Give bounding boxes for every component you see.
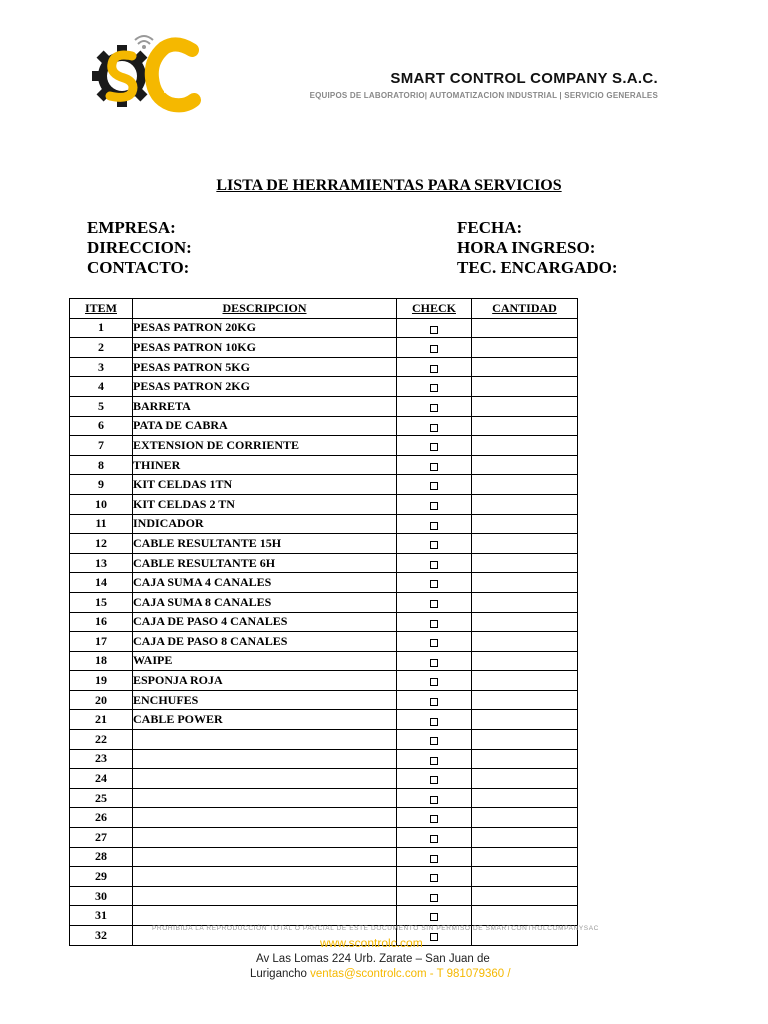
item-number: 11	[70, 514, 133, 534]
item-description	[133, 906, 397, 926]
item-number: 27	[70, 828, 133, 848]
table-row	[70, 338, 578, 358]
item-number: 1	[70, 318, 133, 338]
item-description	[133, 828, 397, 848]
quantity-cell[interactable]	[472, 651, 578, 671]
item-description: PATA DE CABRA	[133, 416, 397, 436]
table-row	[70, 906, 578, 926]
table-row	[70, 828, 578, 848]
item-number: 30	[70, 886, 133, 906]
quantity-cell[interactable]	[472, 377, 578, 397]
item-description: KIT CELDAS 2 TN	[133, 494, 397, 514]
item-description: PESAS PATRON 20KG	[133, 318, 397, 338]
quantity-cell[interactable]	[472, 906, 578, 926]
item-description: PESAS PATRON 5KG	[133, 357, 397, 377]
checkbox-icon[interactable]	[430, 757, 438, 765]
document-title: LISTA DE HERRAMIENTAS PARA SERVICIOS	[216, 177, 562, 194]
item-description: INDICADOR	[133, 514, 397, 534]
quantity-cell[interactable]	[472, 632, 578, 652]
item-number: 31	[70, 906, 133, 926]
quantity-cell[interactable]	[472, 769, 578, 789]
direccion-label: DIRECCION:	[87, 238, 192, 257]
item-number: 12	[70, 534, 133, 554]
quantity-cell[interactable]	[472, 788, 578, 808]
quantity-cell[interactable]	[472, 396, 578, 416]
quantity-cell[interactable]	[472, 553, 578, 573]
quantity-cell[interactable]	[472, 867, 578, 887]
circuit-traces	[162, 84, 180, 92]
item-description: CABLE RESULTANTE 6H	[133, 553, 397, 573]
item-description	[133, 749, 397, 769]
check-cell[interactable]	[397, 651, 472, 671]
item-description	[133, 769, 397, 789]
table-row	[70, 436, 578, 456]
quantity-cell[interactable]	[472, 494, 578, 514]
item-description: CAJA SUMA 4 CANALES	[133, 573, 397, 593]
checkbox-icon[interactable]	[430, 678, 438, 686]
table-row	[70, 455, 578, 475]
item-number: 18	[70, 651, 133, 671]
item-number: 22	[70, 730, 133, 750]
table-row	[70, 808, 578, 828]
checkbox-icon[interactable]	[430, 365, 438, 373]
item-number: 25	[70, 788, 133, 808]
table-row	[70, 416, 578, 436]
table-row	[70, 847, 578, 867]
checkbox-icon[interactable]	[430, 913, 438, 921]
quantity-cell[interactable]	[472, 847, 578, 867]
item-description	[133, 788, 397, 808]
table-row	[70, 612, 578, 632]
contact-email-phone[interactable]: ventas@scontrolc.com - T 981079360 /	[310, 968, 511, 980]
quantity-cell[interactable]	[472, 338, 578, 358]
table-row	[70, 671, 578, 691]
quantity-cell[interactable]	[472, 612, 578, 632]
header-item: ITEM	[70, 299, 133, 319]
quantity-cell[interactable]	[472, 455, 578, 475]
item-number: 4	[70, 377, 133, 397]
item-number: 32	[70, 926, 133, 946]
contacto-label: CONTACTO:	[87, 258, 190, 277]
quantity-cell[interactable]	[472, 592, 578, 612]
item-number: 23	[70, 749, 133, 769]
checkbox-icon[interactable]	[430, 502, 438, 510]
item-description	[133, 886, 397, 906]
quantity-cell[interactable]	[472, 514, 578, 534]
check-cell[interactable]	[397, 455, 472, 475]
item-description: CABLE RESULTANTE 15H	[133, 534, 397, 554]
item-description: THINER	[133, 455, 397, 475]
table-row	[70, 534, 578, 554]
item-description	[133, 867, 397, 887]
item-description: BARRETA	[133, 396, 397, 416]
item-number: 9	[70, 475, 133, 495]
check-cell[interactable]	[397, 534, 472, 554]
item-description: EXTENSION DE CORRIENTE	[133, 436, 397, 456]
checkbox-icon[interactable]	[430, 639, 438, 647]
wifi-icon	[135, 36, 153, 44]
company-tagline: EQUIPOS DE LABORATORIO| AUTOMATIZACION INDUSTRIAL | SERVICIO GENERALES	[309, 91, 658, 100]
checkbox-icon[interactable]	[430, 776, 438, 784]
checkbox-icon[interactable]	[430, 718, 438, 726]
item-number: 24	[70, 769, 133, 789]
checkbox-icon[interactable]	[430, 855, 438, 863]
check-cell[interactable]	[397, 828, 472, 848]
quantity-cell[interactable]	[472, 436, 578, 456]
item-description	[133, 730, 397, 750]
company-logo	[92, 34, 202, 114]
check-cell[interactable]	[397, 318, 472, 338]
item-description: PESAS PATRON 2KG	[133, 377, 397, 397]
checkbox-icon[interactable]	[430, 894, 438, 902]
checkbox-icon[interactable]	[430, 384, 438, 392]
table-row	[70, 749, 578, 769]
table-row	[70, 573, 578, 593]
checkbox-icon[interactable]	[430, 835, 438, 843]
table-row	[70, 377, 578, 397]
header-cantidad: CANTIDAD	[472, 299, 578, 319]
item-number: 28	[70, 847, 133, 867]
check-cell[interactable]	[397, 553, 472, 573]
quantity-cell[interactable]	[472, 318, 578, 338]
item-number: 2	[70, 338, 133, 358]
item-description: CAJA SUMA 8 CANALES	[133, 592, 397, 612]
address-district: Lurigancho	[250, 968, 311, 980]
quantity-cell[interactable]	[472, 730, 578, 750]
item-description: CAJA DE PASO 4 CANALES	[133, 612, 397, 632]
check-cell[interactable]	[397, 788, 472, 808]
quantity-cell[interactable]	[472, 886, 578, 906]
table-row	[70, 710, 578, 730]
table-row	[70, 788, 578, 808]
header-check: CHECK	[397, 299, 472, 319]
check-cell[interactable]	[397, 377, 472, 397]
header-descripcion: DESCRIPCION	[133, 299, 397, 319]
table-row	[70, 514, 578, 534]
item-number: 19	[70, 671, 133, 691]
check-cell[interactable]	[397, 808, 472, 828]
item-number: 8	[70, 455, 133, 475]
item-number: 7	[70, 436, 133, 456]
check-cell[interactable]	[397, 573, 472, 593]
checkbox-icon[interactable]	[430, 463, 438, 471]
table-row	[70, 318, 578, 338]
checkbox-icon[interactable]	[430, 815, 438, 823]
check-cell[interactable]	[397, 730, 472, 750]
item-number: 3	[70, 357, 133, 377]
table-row	[70, 886, 578, 906]
item-description: KIT CELDAS 1TN	[133, 475, 397, 495]
quantity-cell[interactable]	[472, 357, 578, 377]
c-letter	[152, 44, 194, 105]
website-link[interactable]: www.scontrolc.com	[320, 936, 423, 950]
checkbox-icon[interactable]	[430, 737, 438, 745]
checkbox-icon[interactable]	[430, 326, 438, 334]
table-row	[70, 396, 578, 416]
table-row	[70, 867, 578, 887]
table-header-row	[70, 299, 578, 319]
check-cell[interactable]	[397, 436, 472, 456]
check-cell[interactable]	[397, 396, 472, 416]
check-cell[interactable]	[397, 749, 472, 769]
table-row	[70, 592, 578, 612]
checkbox-icon[interactable]	[430, 522, 438, 530]
checkbox-icon[interactable]	[430, 404, 438, 412]
table-row	[70, 357, 578, 377]
fecha-label: FECHA:	[457, 218, 523, 237]
quantity-cell[interactable]	[472, 475, 578, 495]
checkbox-icon[interactable]	[430, 561, 438, 569]
hora-ingreso-label: HORA INGRESO:	[457, 238, 596, 257]
check-cell[interactable]	[397, 847, 472, 867]
quantity-cell[interactable]	[472, 573, 578, 593]
tec-encargado-label: TEC. ENCARGADO:	[457, 258, 618, 277]
quantity-cell[interactable]	[472, 808, 578, 828]
quantity-cell[interactable]	[472, 710, 578, 730]
check-cell[interactable]	[397, 416, 472, 436]
quantity-cell[interactable]	[472, 828, 578, 848]
checkbox-icon[interactable]	[430, 580, 438, 588]
table-row	[70, 494, 578, 514]
item-number: 14	[70, 573, 133, 593]
item-description	[133, 808, 397, 828]
check-cell[interactable]	[397, 671, 472, 691]
quantity-cell[interactable]	[472, 534, 578, 554]
check-cell[interactable]	[397, 632, 472, 652]
checkbox-icon[interactable]	[430, 443, 438, 451]
table-row	[70, 553, 578, 573]
check-cell[interactable]	[397, 475, 472, 495]
item-number: 16	[70, 612, 133, 632]
table-row	[70, 632, 578, 652]
item-number: 21	[70, 710, 133, 730]
item-description	[133, 847, 397, 867]
item-number: 29	[70, 867, 133, 887]
checkbox-icon[interactable]	[430, 600, 438, 608]
checkbox-icon[interactable]	[430, 796, 438, 804]
quantity-cell[interactable]	[472, 749, 578, 769]
table-row	[70, 651, 578, 671]
check-cell[interactable]	[397, 886, 472, 906]
table-row	[70, 730, 578, 750]
item-description: WAIPE	[133, 651, 397, 671]
copyright-notice: PROHIBIDA LA REPRODUCCIÓN TOTAL O PARCIAL DE ESTE DOCUMENTO SIN PERMISO DE SMARTCONTROLCOMPANYSAC	[152, 925, 599, 932]
item-description: ESPONJA ROJA	[133, 671, 397, 691]
checkbox-icon[interactable]	[430, 874, 438, 882]
item-description: PESAS PATRON 10KG	[133, 338, 397, 358]
tools-table	[69, 298, 578, 946]
checkbox-icon[interactable]	[430, 698, 438, 706]
check-cell[interactable]	[397, 612, 472, 632]
item-number: 15	[70, 592, 133, 612]
check-cell[interactable]	[397, 690, 472, 710]
checkbox-icon[interactable]	[430, 345, 438, 353]
item-number: 26	[70, 808, 133, 828]
item-description: CAJA DE PASO 8 CANALES	[133, 632, 397, 652]
checkbox-icon[interactable]	[430, 620, 438, 628]
item-description: CABLE POWER	[133, 710, 397, 730]
item-number: 5	[70, 396, 133, 416]
check-cell[interactable]	[397, 769, 472, 789]
item-number: 17	[70, 632, 133, 652]
table-row	[70, 475, 578, 495]
table-row	[70, 690, 578, 710]
checkbox-icon[interactable]	[430, 541, 438, 549]
check-cell[interactable]	[397, 357, 472, 377]
checkbox-icon[interactable]	[430, 424, 438, 432]
empresa-label: EMPRESA:	[87, 218, 176, 237]
table-row	[70, 769, 578, 789]
quantity-cell[interactable]	[472, 671, 578, 691]
check-cell[interactable]	[397, 514, 472, 534]
check-cell[interactable]	[397, 338, 472, 358]
quantity-cell[interactable]	[472, 416, 578, 436]
company-name: SMART CONTROL COMPANY S.A.C.	[390, 70, 658, 87]
check-cell[interactable]	[397, 867, 472, 887]
item-number: 6	[70, 416, 133, 436]
quantity-cell[interactable]	[472, 690, 578, 710]
item-description: ENCHUFES	[133, 690, 397, 710]
check-cell[interactable]	[397, 494, 472, 514]
check-cell[interactable]	[397, 592, 472, 612]
check-cell[interactable]	[397, 906, 472, 926]
item-number: 10	[70, 494, 133, 514]
address-line-2	[250, 968, 511, 980]
checkbox-icon[interactable]	[430, 659, 438, 667]
checkbox-icon[interactable]	[430, 933, 438, 941]
check-cell[interactable]	[397, 710, 472, 730]
item-number: 20	[70, 690, 133, 710]
checkbox-icon[interactable]	[430, 482, 438, 490]
address-line-1: Av Las Lomas 224 Urb. Zarate – San Juan de	[256, 953, 490, 965]
item-number: 13	[70, 553, 133, 573]
